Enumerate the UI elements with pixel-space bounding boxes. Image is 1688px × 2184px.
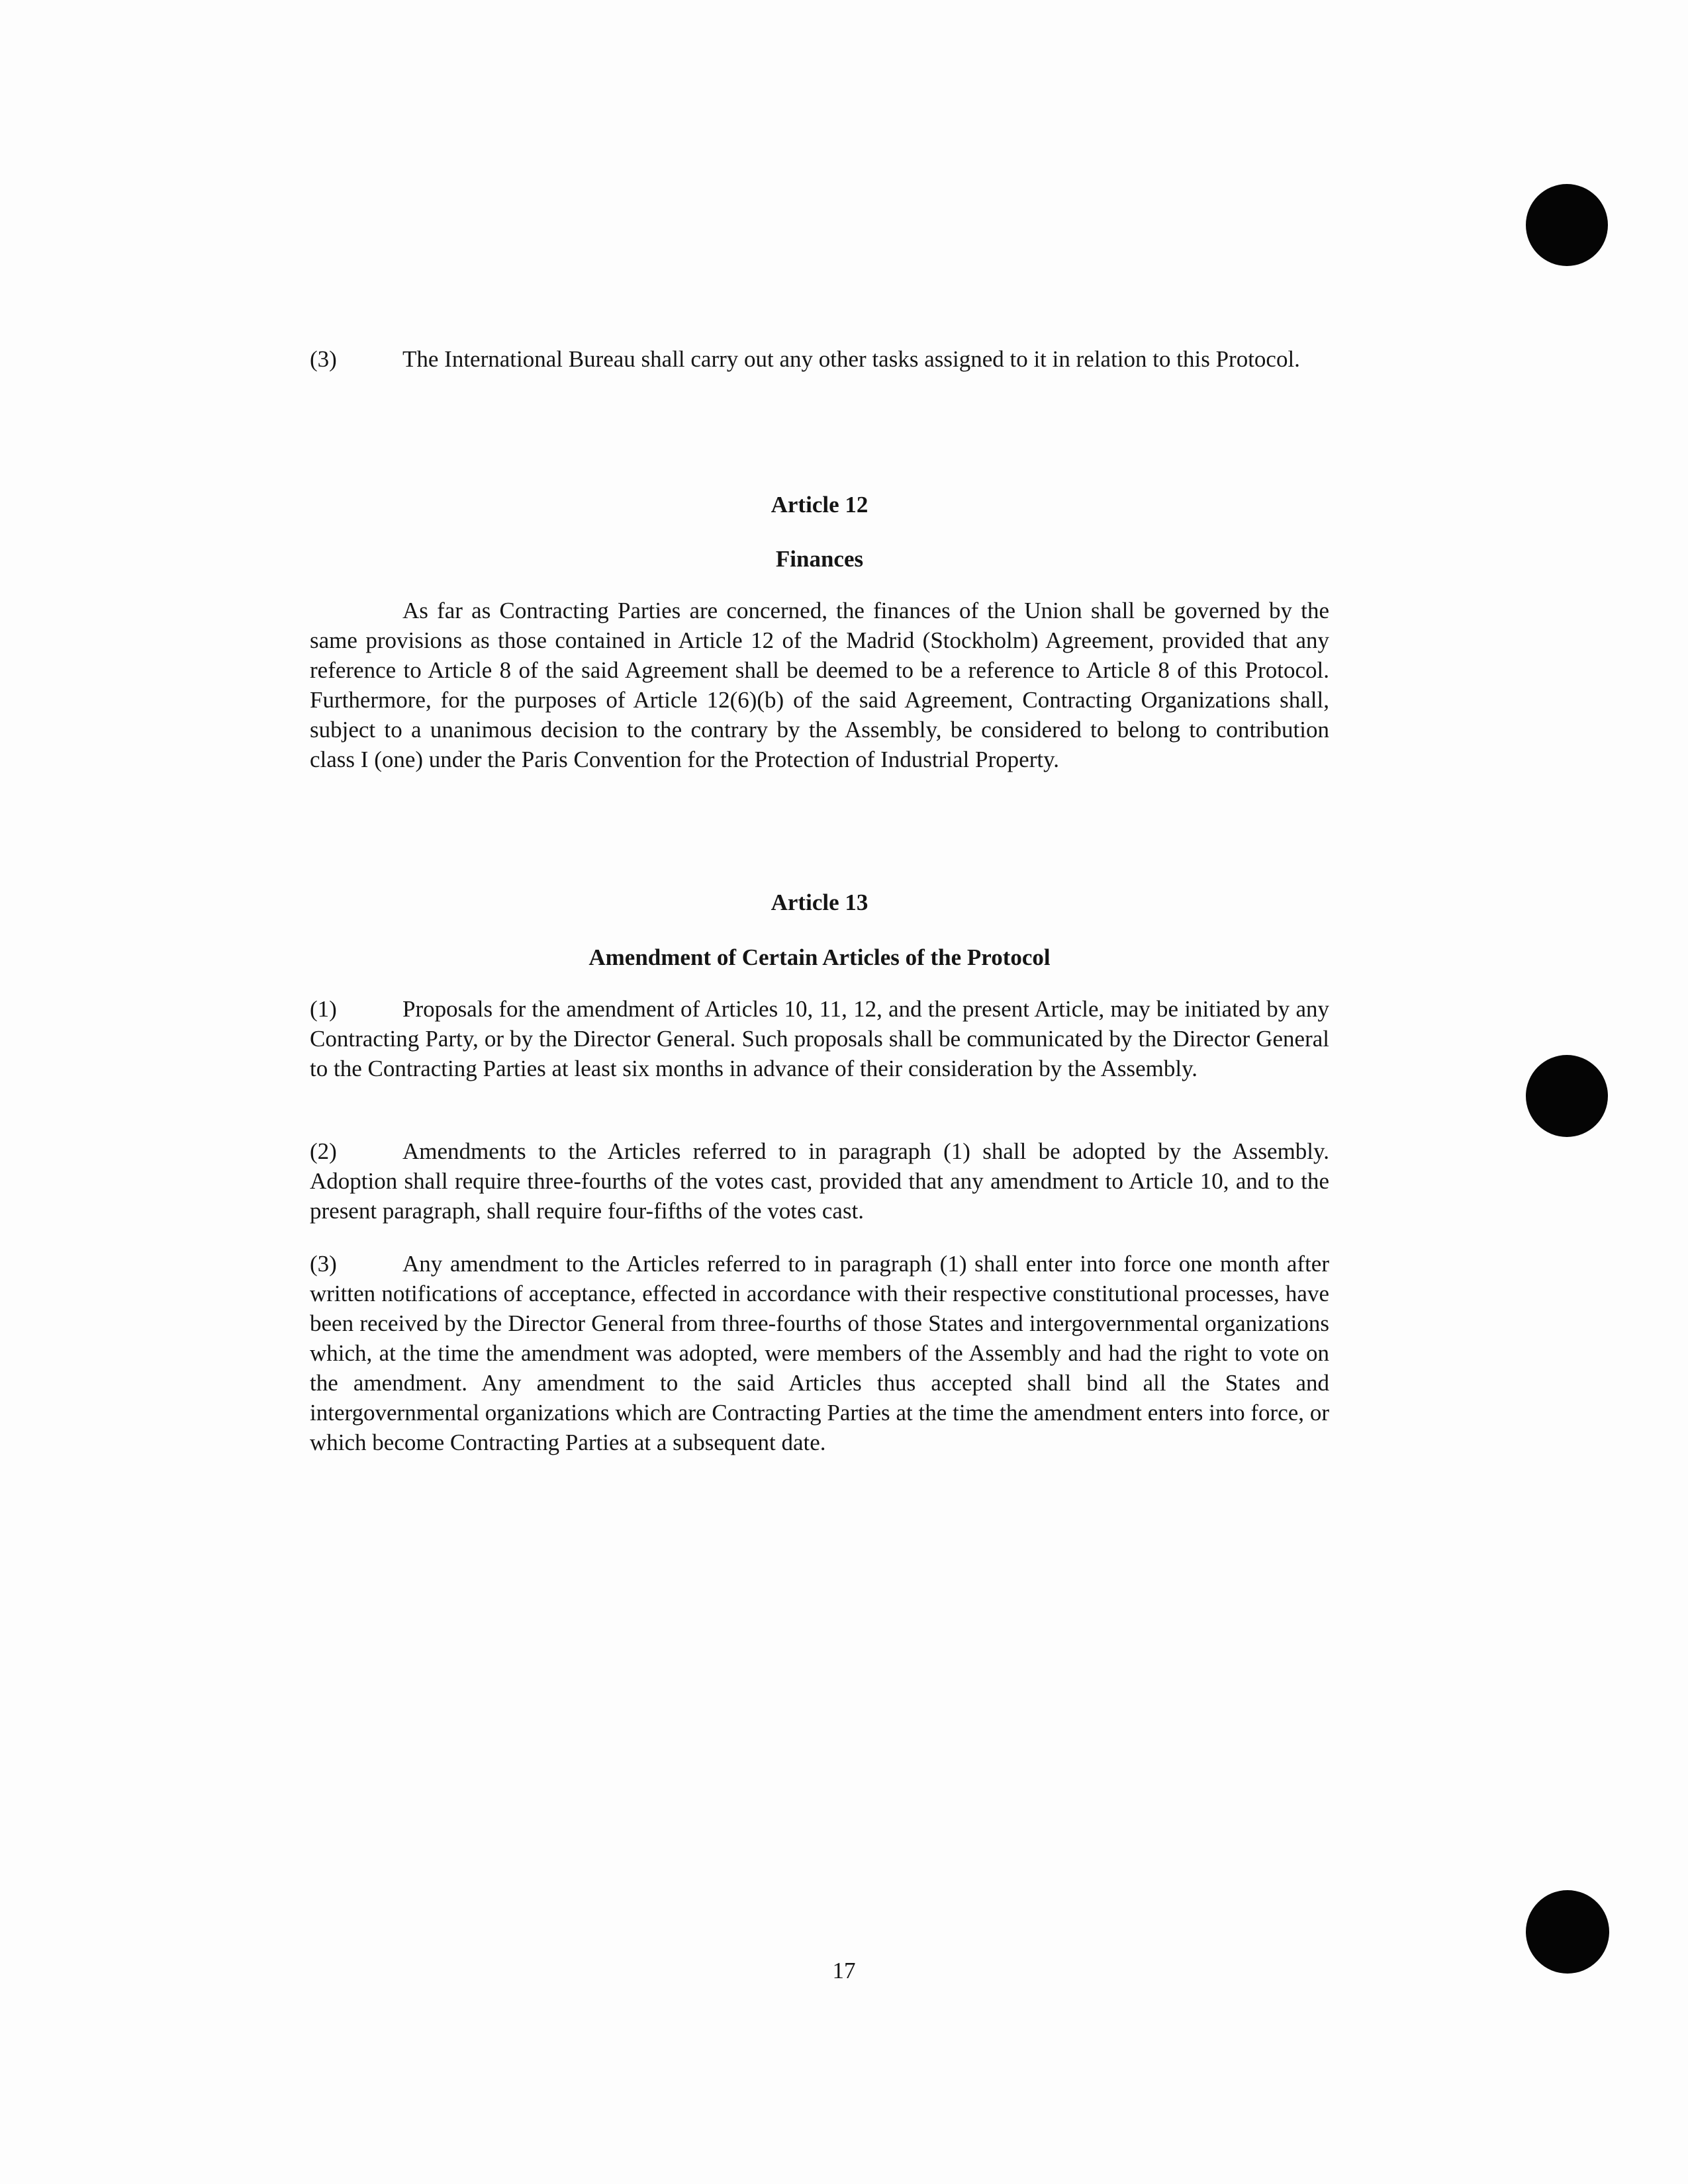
punch-hole-middle [1526,1055,1608,1137]
article-12-body [310,596,1329,774]
article-12-subtitle: Finances [775,546,864,572]
paragraph-text: Amendments to the Articles referred to in paragraph (1) shall be adopted by the Assembly. Adoption shall require three-fourths of the votes cast, provided that any amendment to Article 10, and to the present paragraph, shall require four-fifths of the votes cast. [310,1138,1329,1224]
article-12-title: Article 12 [771,492,868,518]
punch-hole-top [1526,184,1608,266]
article-13-title: Article 13 [771,889,868,915]
article-13-paragraph-3 [310,1249,1329,1457]
paragraph-intro [310,344,1329,374]
article-13-paragraph-1 [310,994,1329,1083]
paragraph-number: (3) [310,346,337,372]
paragraph-number: (2) [310,1138,337,1164]
paragraph-number: (1) [310,996,337,1022]
page-number: 17 [832,1958,856,1983]
article-13-paragraph-2 [310,1136,1329,1226]
paragraph-number: (3) [310,1251,337,1277]
paragraph-text: Proposals for the amendment of Articles 10, 11, 12, and the present Article, may be initiated by any Contracting Party, or by the Director General. Such proposals shall be communicated by the Director General to the Contracting Parties at least six months in advance of their consideration by the Assembly. [310,996,1329,1081]
paragraph-text: Any amendment to the Articles referred to in paragraph (1) shall enter into force one month after written notifications of acceptance, effected in accordance with their respective constitutional processes, have been received by the Director General from three-fourths of those States and intergovernmental organizations which, at the time the amendment was adopted, were members of the Assembly and had the right to vote on the amendment. Any amendment to the said Articles thus accepted shall bind all the States and intergovernmental organizations which are Contracting Parties at the time the amendment enters into force, or which become Contracting Parties at a subsequent date. [310,1251,1329,1455]
article-13-subtitle: Amendment of Certain Articles of the Protocol [588,944,1051,970]
paragraph-text: The International Bureau shall carry out any other tasks assigned to it in relation to this Protocol. [402,346,1300,372]
paragraph-text: As far as Contracting Parties are concerned, the finances of the Union shall be governed by the same provisions as those contained in Article 12 of the Madrid (Stockholm) Agreement, provided that any reference to Article 8 of the said Agreement shall be deemed to be a reference to Article 8 of this Protocol. Furthermore, for the purposes of Article 12(6)(b) of the said Agreement, Contracting Organizations shall, subject to a unanimous decision to the contrary by the Assembly, be considered to belong to contribution class I (one) under the Paris Convention for the Protection of Industrial Property. [310,598,1329,772]
